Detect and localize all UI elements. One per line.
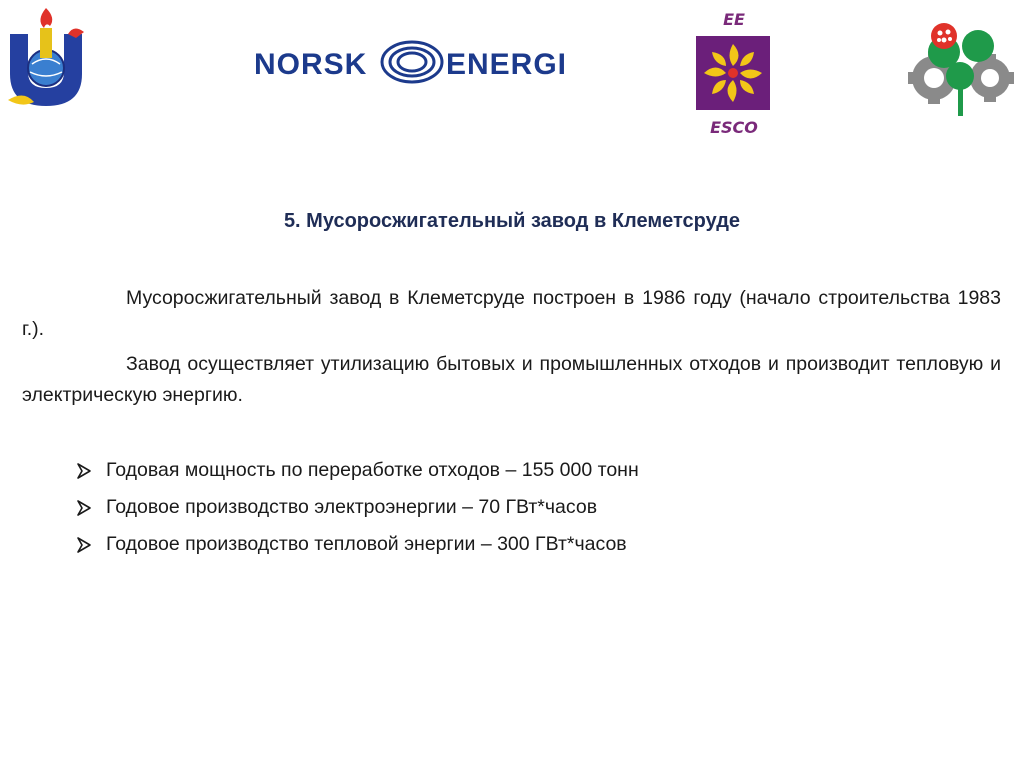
- slide-title: 5. Мусоросжигательный завод в Клеметсруде: [283, 210, 741, 232]
- bullet-text: Годовое производство тепловой энергии – 300 ГВт*часов: [106, 533, 627, 555]
- ee-esco-logo: [692, 8, 776, 138]
- esco-label: ESCO: [710, 118, 758, 137]
- university-emblem-icon: [4, 4, 88, 112]
- clover-gear-icon: [904, 6, 1016, 118]
- arrow-bullet-icon: [74, 461, 94, 481]
- clover-gear-logo: [904, 6, 1016, 118]
- list-item: [74, 489, 639, 526]
- bullet-text: Годовое производство электроэнергии – 70 ГВт*часов: [106, 496, 598, 518]
- paragraph-construction: Мусоросжигательный завод в Клеметсруде построен в 1986 году (начало строительства 1983 г.).: [22, 287, 1001, 340]
- ee-label: EE: [723, 10, 745, 29]
- list-item: [74, 452, 639, 489]
- arrow-bullet-icon: [74, 535, 94, 555]
- sun-swirl-icon: [696, 36, 770, 110]
- norsk-energi-logo: [252, 36, 572, 86]
- bullet-text: Годовая мощность по переработке отходов – 155 000 тонн: [106, 459, 639, 481]
- bullet-list: [74, 452, 639, 563]
- list-item: [74, 526, 639, 563]
- paragraph-operation: Завод осуществляет утилизацию бытовых и промышленных отходов и производит тепловую и электрическую энергию.: [22, 353, 1001, 406]
- rings-icon: [382, 42, 442, 82]
- university-logo: [4, 4, 88, 112]
- arrow-bullet-icon: [74, 498, 94, 518]
- norsk-energi-wordmark: NORSK ENERGI: [254, 48, 568, 81]
- ee-square: [696, 36, 770, 110]
